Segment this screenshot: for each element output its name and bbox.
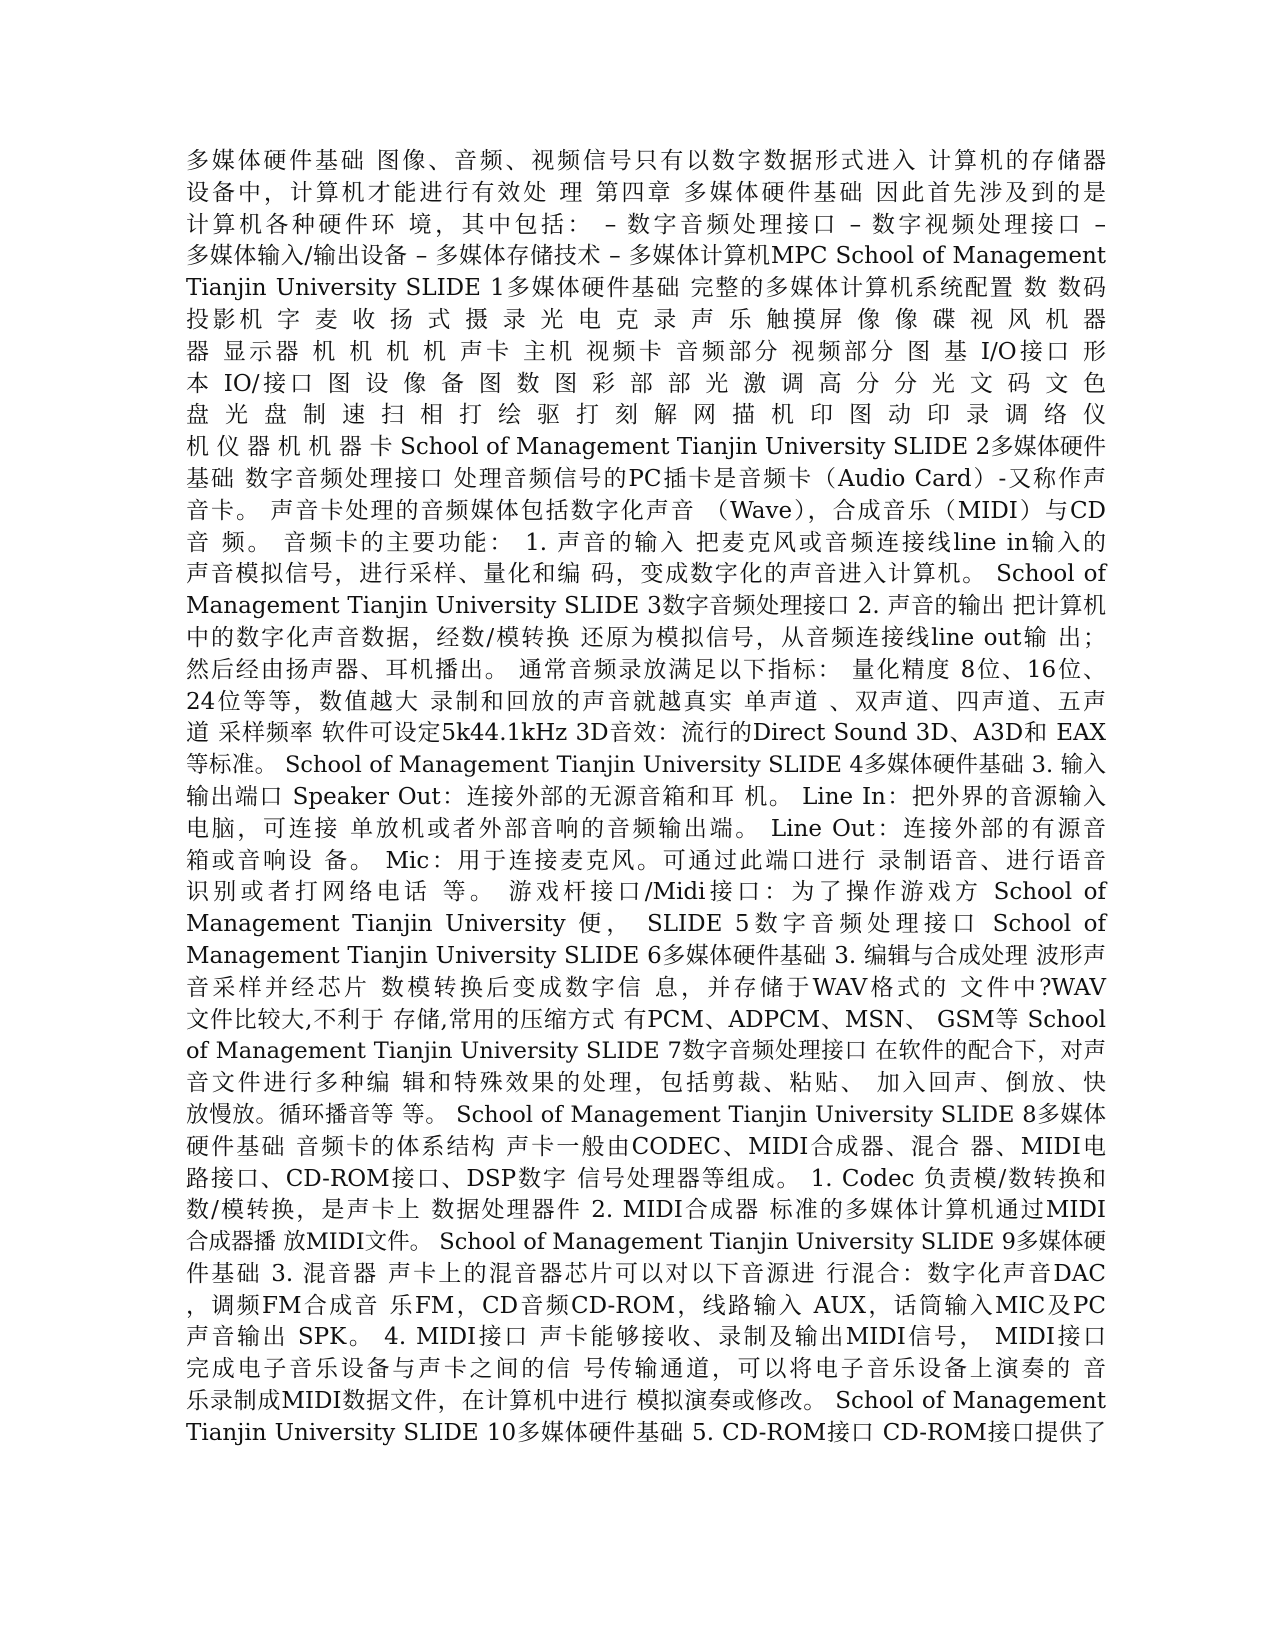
text-line: 电脑，可连接 单放机或者外部音响的音频输出端。 Line Out：连接外部的有源音 — [186, 815, 1106, 842]
text-line: 完成电子音乐设备与声卡之间的信 号传输通道，可以将电子音乐设备上演奏的 音 — [186, 1356, 1106, 1383]
text-line: 声音模拟信号，进行采样、量化和编 码，变成数字化的声音进入计算机。 School of — [186, 561, 1106, 588]
text-line: 然后经由扬声器、耳机播出。 通常音频录放满足以下指标： 量化精度 8位、16位、 — [186, 656, 1106, 683]
text-line: 识别或者打网络电话 等。 游戏杆接口/Midi接口：为了操作游戏方 School of — [186, 879, 1106, 906]
text-line: of Management Tianjin University SLIDE 7数字音频处理接口 在软件的配合下，对声 — [186, 1038, 1106, 1065]
text-line: 乐录制成MIDI数据文件，在计算机中进行 模拟演奏或修改。 School of Management — [186, 1388, 1106, 1415]
text-line: 音文件进行多种编 辑和特殊效果的处理，包括剪裁、粘贴、 加入回声、倒放、快 — [186, 1070, 1106, 1097]
text-line: Tianjin University SLIDE 10多媒体硬件基础 5. CD-ROM接口 CD-ROM接口提供了 — [186, 1419, 1106, 1446]
text-line: 器 显示器 机 机 机 机 声卡 主机 视频卡 音频部分 视频部分 图 基 I/O接口 形 — [186, 338, 1106, 365]
text-line: 路接口、CD-ROM接口、DSP数字 信号处理器等组成。 1. Codec 负责模/数转换和 — [186, 1165, 1106, 1192]
text-line: 输出端口 Speaker Out：连接外部的无源音箱和耳 机。 Line In：把外界的音源输入 — [186, 783, 1106, 810]
text-line: 件基础 3. 混音器 声卡上的混音器芯片可以对以下音源进 行混合：数字化声音DAC — [186, 1260, 1106, 1287]
text-line: 24位等等，数值越大 录制和回放的声音就越真实 单声道 、双声道、四声道、五声 — [186, 688, 1106, 715]
text-line: ，调频FM合成音 乐FM，CD音频CD-ROM，线路输入 AUX，话筒输入MIC及PC — [186, 1292, 1106, 1319]
text-line: 箱或音响设 备。 Mic：用于连接麦克风。可通过此端口进行 录制语音、进行语音 — [186, 847, 1106, 874]
text-line: 等标准。 School of Management Tianjin University SLIDE 4多媒体硬件基础 3. 输入 — [186, 752, 1106, 779]
text-line: Tianjin University SLIDE 1多媒体硬件基础 完整的多媒体计算机系统配置 数 数码 — [186, 275, 1106, 302]
text-line: 数/模转换，是声卡上 数据处理器件 2. MIDI合成器 标准的多媒体计算机通过MIDI — [186, 1197, 1106, 1224]
text-line: 计算机各种硬件环 境，其中包括： – 数字音频处理接口 – 数字视频处理接口 – — [186, 211, 1106, 238]
text-line: 多媒体输入/输出设备 – 多媒体存储技术 – 多媒体计算机MPC School of Management — [186, 243, 1106, 270]
text-line: 道 采样频率 软件可设定5k44.1kHz 3D音效：流行的Direct Sound 3D、A3D和 EAX — [186, 720, 1106, 747]
text-line: 放慢放。循环播音等 等。 School of Management Tianjin University SLIDE 8多媒体 — [186, 1101, 1106, 1128]
text-line: 音采样并经芯片 数模转换后变成数字信 息，并存储于WAV格式的 文件中?WAV — [186, 974, 1106, 1001]
text-line: 投影机 字 麦 收 扬 式 摄 录 光 电 克 录 声 乐 触摸屏 像 像 碟 视 风 机 器 — [186, 306, 1106, 333]
text-line: 硬件基础 音频卡的体系结构 声卡一般由CODEC、MIDI合成器、混合 器、MIDI电 — [186, 1133, 1106, 1160]
text-line: 本 IO/接口 图 设 像 备 图 数 图 彩 部 部 光 激 调 高 分 分 光 文 码 文 色 — [186, 370, 1106, 397]
text-line: Management Tianjin University SLIDE 6多媒体硬件基础 3. 编辑与合成处理 波形声 — [186, 942, 1106, 969]
text-line: 合成器播 放MIDI文件。 School of Management Tianjin University SLIDE 9多媒体硬 — [186, 1229, 1106, 1256]
text-line: 音卡。 声音卡处理的音频媒体包括数字化声音 （Wave），合成音乐（MIDI）与CD — [186, 497, 1106, 524]
body-text — [186, 146, 1106, 1450]
text-line: 机 仪 器 机 机 器 卡 School of Management Tianjin University SLIDE 2多媒体硬件 — [186, 434, 1106, 461]
text-line: 盘 光 盘 制 速 扫 相 打 绘 驱 打 刻 解 网 描 机 印 图 动 印 录 调 络 仪 — [186, 402, 1106, 429]
text-line: 中的数字化声音数据，经数/模转换 还原为模拟信号，从音频连接线line out输 出； — [186, 624, 1106, 651]
text-line: 基础 数字音频处理接口 处理音频信号的PC插卡是音频卡（Audio Card）-又称作声 — [186, 465, 1106, 492]
text-line: 设备中，计算机才能进行有效处 理 第四章 多媒体硬件基础 因此首先涉及到的是 — [186, 179, 1106, 206]
text-line: Management Tianjin University SLIDE 3数字音频处理接口 2. 声音的输出 把计算机 — [186, 593, 1106, 620]
text-line: 文件比较大,不利于 存储,常用的压缩方式 有PCM、ADPCM、MSN、 GSM等 School — [186, 1006, 1106, 1033]
text-line: 声音输出 SPK。 4. MIDI接口 声卡能够接收、录制及输出MIDI信号， MIDI接口 — [186, 1324, 1106, 1351]
text-line: 多媒体硬件基础 图像、音频、视频信号只有以数字数据形式进入 计算机的存储器 — [186, 148, 1106, 174]
text-line: 音 频。 音频卡的主要功能： 1. 声音的输入 把麦克风或音频连接线line in输入的 — [186, 529, 1106, 556]
text-line: Management Tianjin University 便， SLIDE 5数字音频处理接口 School of — [186, 911, 1106, 938]
